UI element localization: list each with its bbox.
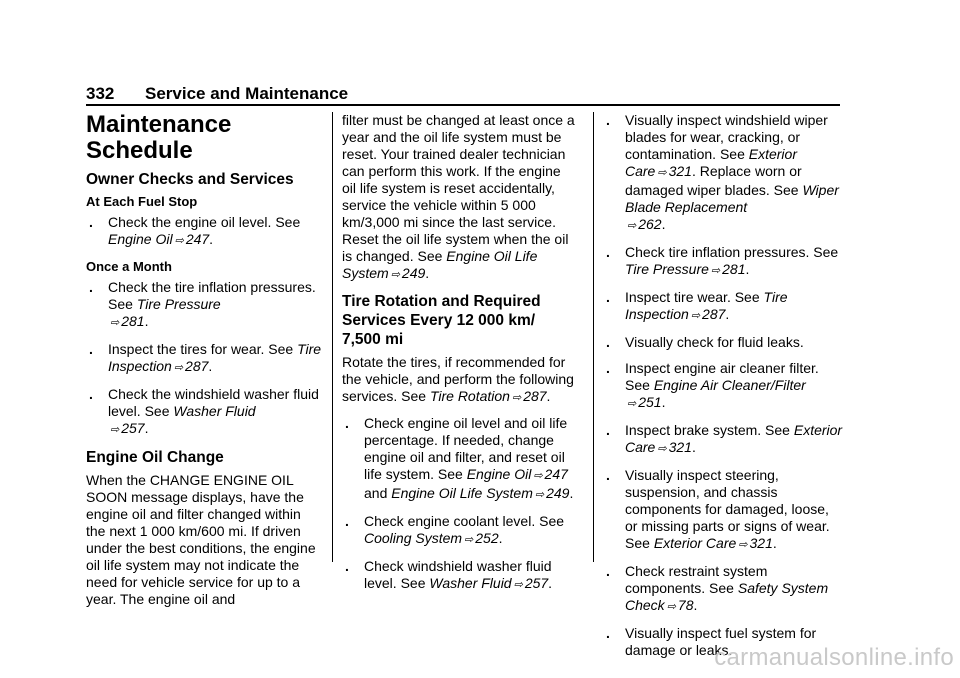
ref-page: 321 <box>668 163 692 179</box>
bullet-icon: . <box>345 558 349 574</box>
ref-title: Tire Pressure <box>625 261 709 277</box>
tire-rotation-heading: Tire Rotation and Required Services Every 12 000 km/ 7,500 mi <box>342 293 541 348</box>
item-text: Inspect the tires for wear. See <box>108 341 294 357</box>
item-end: . <box>144 313 149 329</box>
page-title-line-2: Schedule <box>86 137 193 164</box>
page-arrow-icon: ⇨ <box>710 265 721 277</box>
ref-title: Tire Pressure <box>136 296 221 312</box>
item-text: Check the tire inflation pressures. See <box>108 279 316 312</box>
item-end: . <box>725 306 730 322</box>
cross-reference-link[interactable] <box>364 530 499 546</box>
list-item <box>86 214 322 250</box>
fuel-stop-heading: At Each Fuel Stop <box>86 194 198 209</box>
ref-title: Tire Inspection <box>625 289 788 322</box>
bullet-icon: . <box>345 415 349 431</box>
item-end: . <box>548 575 553 591</box>
ref-page: 251 <box>638 394 662 410</box>
item-text: Visually inspect steering, suspension, and chassis components for damaged, loose, or missing parts or signs of wear. See <box>625 467 830 551</box>
item-text: Check engine coolant level. See <box>364 513 565 529</box>
ref-page: 249 <box>546 485 570 501</box>
item-text: Check the windshield washer fluid level. See <box>108 386 319 419</box>
page-arrow-icon: ⇨ <box>110 424 120 436</box>
item-end: . <box>661 394 666 410</box>
list-item <box>86 386 322 439</box>
bullet-icon: . <box>89 341 93 357</box>
ref-title: Exterior Care <box>653 535 737 551</box>
item-end: . <box>498 530 503 546</box>
engine-oil-change-heading: Engine Oil Change <box>86 449 224 466</box>
cross-reference-link[interactable] <box>391 485 569 501</box>
page-arrow-icon: ⇨ <box>657 167 667 179</box>
ref-page: 257 <box>524 575 549 591</box>
page-title <box>86 112 322 164</box>
page-arrow-icon: ⇨ <box>174 235 184 247</box>
page-arrow-icon: ⇨ <box>390 269 400 281</box>
page-title-line-1: Maintenance <box>86 111 232 138</box>
ref-title: Washer Fluid <box>429 575 512 591</box>
item-end: . <box>691 439 696 455</box>
list-item <box>86 341 322 377</box>
ref-page: 249 <box>401 265 426 281</box>
bullet-icon: . <box>606 563 610 579</box>
column-1 <box>86 112 322 616</box>
item-end: . <box>208 358 213 374</box>
page-arrow-icon: ⇨ <box>464 534 474 546</box>
bullet-icon: . <box>606 625 610 641</box>
item-end: . <box>661 216 666 232</box>
header-rule <box>86 104 840 106</box>
owner-checks-heading: Owner Checks and Services <box>86 171 294 188</box>
ref-title: Engine Oil <box>466 466 532 482</box>
ref-title: Tire Inspection <box>108 341 322 374</box>
item-text: Inspect brake system. See <box>625 422 790 438</box>
page-number: 332 <box>86 84 115 103</box>
watermark: carmanualsonline.info <box>714 644 954 671</box>
ref-page: 247 <box>185 231 210 247</box>
item-end: . <box>693 597 698 613</box>
list-item <box>342 513 578 549</box>
page-arrow-icon: ⇨ <box>627 220 637 232</box>
monthly-list <box>86 279 322 439</box>
list-item <box>342 558 578 594</box>
cross-reference-link[interactable] <box>654 535 773 551</box>
page-arrow-icon: ⇨ <box>534 489 545 501</box>
ref-page: 321 <box>668 439 692 455</box>
page-arrow-icon: ⇨ <box>738 539 748 551</box>
ref-title: Cooling System <box>364 530 463 546</box>
oil-change-continued: filter must be changed at least once a year and the oil life system must be reset. Your trained dealer technician can perform this work. If the engine oil life system is reset accidentally, service the vehicle within 5 000 km/3,000 mi since the last service. Reset the oil life system when the oil is changed. See Engine Oil Life System ⇨ 249. <box>342 112 575 281</box>
engine-oil-change-text: When the CHANGE ENGINE OIL SOON message displays, have the engine oil and filter changed within the next 1 000 km/600 mi. If driven under the best conditions, the engine oil life system may not indicate the need for vehicle service for up to a year. The engine oil and <box>86 472 316 607</box>
cross-reference-link[interactable] <box>430 388 547 404</box>
rotation-service-list <box>342 415 578 594</box>
cross-reference-link[interactable] <box>429 575 548 591</box>
item-text: Visually inspect windshield wiper blades for wear, cracking, or contamination. See <box>625 112 828 162</box>
ref-page: 281 <box>121 313 145 329</box>
ref-title: Exterior Care <box>625 422 843 455</box>
list-item <box>603 360 843 413</box>
ref-title: Tire Rotation <box>429 388 510 404</box>
page-arrow-icon: ⇨ <box>513 579 523 591</box>
bullet-icon: . <box>606 360 610 376</box>
ref-page: 78 <box>677 597 694 613</box>
cross-reference-link[interactable] <box>467 466 568 482</box>
item-end: . <box>209 231 214 247</box>
page-arrow-icon: ⇨ <box>110 317 120 329</box>
ref-title: Exterior Care <box>625 146 797 179</box>
item-text: Check engine oil level and oil life percentage. If needed, change engine oil and filter, and reset oil life system. See <box>364 415 568 482</box>
page-arrow-icon: ⇨ <box>666 601 676 613</box>
ref-title: Engine Oil Life System <box>391 485 533 501</box>
ref-title: Washer Fluid <box>173 403 256 419</box>
fuel-stop-list <box>86 214 322 250</box>
item-after: . Replace worn or damaged wiper blades. See <box>625 163 802 198</box>
page-arrow-icon: ⇨ <box>657 443 667 455</box>
list-item <box>603 422 843 458</box>
item-text: Visually check for fluid leaks. <box>625 334 804 350</box>
list-item <box>603 289 843 325</box>
page-arrow-icon: ⇨ <box>511 392 522 404</box>
item-text: Check the engine oil level. See <box>108 214 301 230</box>
page-header <box>86 82 840 106</box>
rotation-text: Rotate the tires, if recommended for the vehicle, and perform the following services. See <box>342 354 574 404</box>
ref-page: 262 <box>638 216 662 232</box>
ref-title: Engine Air Cleaner/Filter <box>653 377 806 393</box>
section-title: Service and Maintenance <box>145 84 349 103</box>
item-end: . <box>772 535 777 551</box>
column-2 <box>342 112 578 603</box>
item-end: . <box>144 420 149 436</box>
item-connector: and <box>364 485 388 501</box>
bullet-icon: . <box>345 513 349 529</box>
column-divider-2 <box>593 112 594 562</box>
ref-page: 252 <box>475 530 499 546</box>
list-item <box>603 467 843 554</box>
item-end: . <box>745 261 750 277</box>
ref-title: Safety System Check <box>625 580 829 613</box>
ref-page: 287 <box>523 388 547 404</box>
bullet-icon: . <box>89 386 93 402</box>
list-item <box>86 279 322 332</box>
once-a-month-heading: Once a Month <box>86 259 172 274</box>
list-item <box>603 563 843 616</box>
bullet-icon: . <box>606 112 610 128</box>
ref-title: Wiper Blade Replacement <box>625 182 839 215</box>
ref-page: 321 <box>749 535 773 551</box>
page-arrow-icon: ⇨ <box>533 470 543 482</box>
page-arrow-icon: ⇨ <box>173 362 184 374</box>
ref-page: 281 <box>722 261 746 277</box>
list-item <box>342 415 578 504</box>
cross-reference-link[interactable] <box>625 261 745 277</box>
bullet-icon: . <box>606 334 610 350</box>
continued-text: filter must be changed at least once a year and the oil life system must be reset. Your trained dealer technician can perform this work. If the engine oil life system is reset accidentally, service the vehicle within 5 000 km/3,000 mi since the last service. Reset the oil life system when the oil is changed. See <box>342 112 575 264</box>
bullet-icon: . <box>606 422 610 438</box>
list-item <box>603 244 843 280</box>
bullet-icon: . <box>89 214 93 230</box>
item-text: Check windshield washer fluid level. See <box>364 558 552 591</box>
item-text: Inspect engine air cleaner filter. See <box>625 360 819 393</box>
bullet-icon: . <box>89 279 93 295</box>
bullet-icon: . <box>606 244 610 260</box>
cross-reference-link[interactable] <box>108 231 209 247</box>
ref-page: 287 <box>702 306 726 322</box>
column-3 <box>603 112 843 668</box>
item-text: Check restraint system components. See <box>625 563 768 596</box>
ref-page: 257 <box>121 420 145 436</box>
ref-page: 247 <box>544 466 568 482</box>
ref-page: 287 <box>185 358 209 374</box>
ref-title: Engine Oil Life System <box>342 248 538 281</box>
column-divider-1 <box>332 112 333 562</box>
list-item <box>603 334 843 351</box>
item-text: Visually inspect fuel system for damage or leaks. <box>625 625 817 658</box>
item-text: Inspect tire wear. See <box>625 289 760 305</box>
ref-title: Engine Oil <box>108 231 173 247</box>
cross-reference-link[interactable] <box>625 377 806 410</box>
page-arrow-icon: ⇨ <box>627 398 637 410</box>
list-item <box>603 112 843 235</box>
item-text: Check tire inflation pressures. See <box>625 244 839 260</box>
page-arrow-icon: ⇨ <box>690 310 701 322</box>
bullet-icon: . <box>606 289 610 305</box>
item-end: . <box>569 485 574 501</box>
tire-rotation-text: Rotate the tires, if recommended for the vehicle, and perform the following services. See Tire Rotation ⇨ 287. <box>342 354 574 404</box>
bullet-icon: . <box>606 467 610 483</box>
